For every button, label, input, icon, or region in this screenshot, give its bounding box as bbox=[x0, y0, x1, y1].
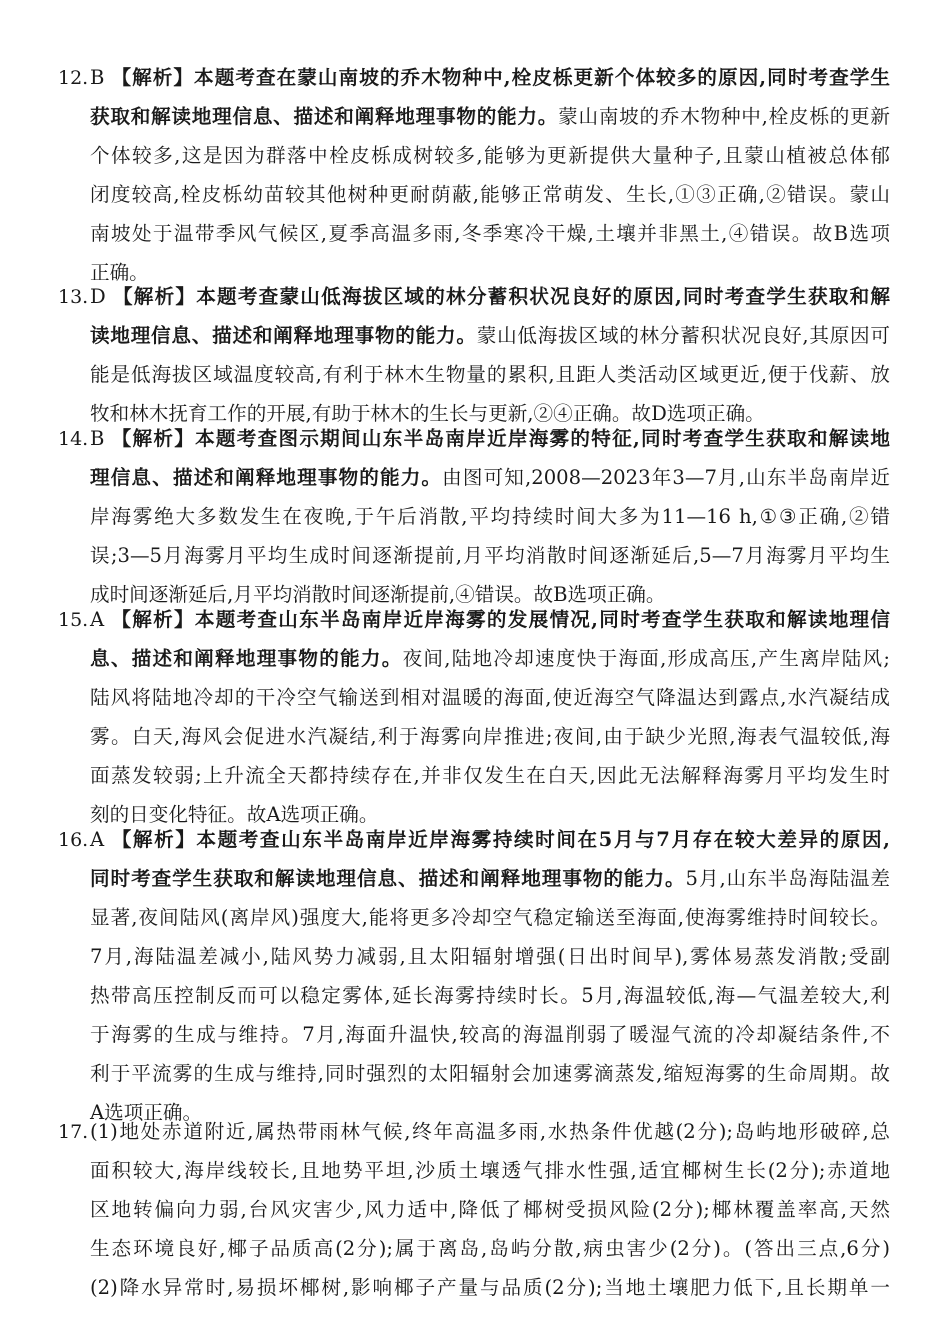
line-text: 误;3—5月海雾月平均生成时间逐渐提前,月平均消散时间逐渐延后,5—7月海雾月平均生 bbox=[90, 544, 890, 567]
item-13-line-1 bbox=[58, 277, 890, 316]
item-16-line-3 bbox=[58, 898, 890, 937]
item-12-line-5 bbox=[58, 214, 890, 253]
item-15-line-4 bbox=[58, 717, 890, 756]
line-bold-text: 同时考查学生获取和解读地理信息、描述和阐释地理事物的能力。 bbox=[90, 867, 686, 890]
item-13-line-3 bbox=[58, 355, 890, 394]
item-number: 15. bbox=[58, 609, 89, 631]
item-16-line-2 bbox=[58, 859, 890, 898]
line-text: 南坡处于温带季风气候区,夏季高温多雨,冬季寒冷干燥,土壤并非黑土,④错误。故B选项 bbox=[90, 222, 890, 245]
item-number: 16. bbox=[58, 829, 89, 851]
line-text: 陆风将陆地冷却的干冷空气输送到相对温暖的海面,使近海空气降温达到露点,水汽凝结成 bbox=[90, 686, 890, 709]
item-number: 13. bbox=[58, 286, 89, 308]
item-16-line-5 bbox=[58, 976, 890, 1015]
item-17-line-2 bbox=[58, 1151, 890, 1190]
item-answer: A bbox=[90, 828, 105, 851]
item-14-line-3 bbox=[58, 497, 890, 536]
analysis-tag: 【解析】 bbox=[110, 828, 197, 851]
answer-item-14 bbox=[58, 419, 890, 614]
line-text: 显著,夜间陆风(离岸风)强度大,能将更多冷却空气稳定输送至海面,使海雾维持时间较长。 bbox=[90, 906, 890, 929]
line-text: (2)降水异常时,易损坏椰树,影响椰子产量与品质(2分);当地土壤肥力低下,且长期单一 bbox=[90, 1276, 890, 1299]
line-text: 个体较多,这是因为群落中栓皮栎成树较多,能够为更新提供大量种子,且蒙山植被总体郁 bbox=[90, 144, 890, 167]
line-text: 7月,海陆温差减小,陆风势力减弱,且太阳辐射增强(日出时间早),雾体易蒸发消散;受副 bbox=[90, 945, 890, 968]
line-text: 成时间逐渐延后,月平均消散时间逐渐提前,④错误。故B选项正确。 bbox=[90, 583, 666, 606]
item-15-line-5 bbox=[58, 756, 890, 795]
item-12-line-1 bbox=[58, 58, 890, 97]
line-text: 闭度较高,栓皮栎幼苗较其他树种更耐荫蔽,能够正常萌发、生长,①③正确,②错误。蒙山 bbox=[90, 183, 890, 206]
answer-item-15 bbox=[58, 600, 890, 834]
line-text: 由图可知,2008—2023年3—7月,山东半岛南岸近 bbox=[442, 466, 890, 489]
item-14-line-1 bbox=[58, 419, 890, 458]
answer-item-12 bbox=[58, 58, 890, 292]
item-14-line-2 bbox=[58, 458, 890, 497]
line-text: 于海雾的生成与维持。7月,海面升温快,较高的海温削弱了暖湿气流的冷却凝结条件,不 bbox=[90, 1023, 890, 1046]
line-bold-text: 获取和解读地理信息、描述和阐释地理事物的能力。 bbox=[90, 105, 559, 128]
line-bold-text: 本题考查山东半岛南岸近岸海雾持续时间在5月与7月存在较大差异的原因, bbox=[196, 828, 890, 851]
item-answer: A bbox=[90, 608, 105, 631]
item-16-line-6 bbox=[58, 1015, 890, 1054]
line-text: 利于平流雾的生成与维持,同时强烈的太阳辐射会加速雾滴蒸发,缩短海雾的生命周期。故 bbox=[90, 1062, 890, 1085]
item-17-line-5 bbox=[58, 1268, 890, 1307]
item-16-line-4 bbox=[58, 937, 890, 976]
analysis-tag: 【解析】 bbox=[110, 66, 195, 89]
line-text: 牧和林木抚育工作的开展,有助于林木的生长与更新,②④正确。故D选项正确。 bbox=[90, 402, 765, 425]
item-number: 17. bbox=[58, 1121, 89, 1143]
analysis-tag: 【解析】 bbox=[110, 427, 196, 450]
line-text: 能是低海拔区域温度较高,有利于林木生物量的累积,且距人类活动区域更近,便于伐薪、放 bbox=[90, 363, 890, 386]
item-14-line-4 bbox=[58, 536, 890, 575]
item-15-line-3 bbox=[58, 678, 890, 717]
line-bold-text: 读地理信息、描述和阐释地理事物的能力。 bbox=[90, 324, 477, 347]
answer-item-17 bbox=[58, 1112, 890, 1307]
item-answer: B bbox=[90, 66, 105, 89]
line-text: 蒙山南坡的乔木物种中,栓皮栎的更新 bbox=[558, 105, 890, 128]
line-text: 5月,山东半岛海陆温差 bbox=[685, 867, 890, 890]
item-12-line-2 bbox=[58, 97, 890, 136]
line-bold-text: 本题考查在蒙山南坡的乔木物种中,栓皮栎更新个体较多的原因,同时考查学生 bbox=[194, 66, 890, 89]
item-12-line-3 bbox=[58, 136, 890, 175]
line-bold-text: 本题考查山东半岛南岸近岸海雾的发展情况,同时考查学生获取和解读地理信 bbox=[194, 608, 890, 631]
analysis-tag: 【解析】 bbox=[111, 285, 197, 308]
line-text: 刻的日变化特征。故A选项正确。 bbox=[90, 803, 379, 826]
line-text: 正确。 bbox=[90, 261, 149, 284]
line-text: 夜间,陆地冷却速度快于海面,形成高压,产生离岸陆风; bbox=[402, 647, 890, 670]
analysis-tag: 【解析】 bbox=[110, 608, 195, 631]
item-16-line-1 bbox=[58, 820, 890, 859]
line-bold-text: 息、描述和阐释地理事物的能力。 bbox=[90, 647, 403, 670]
line-text: 蒙山低海拔区域的林分蓄积状况良好,其原因可 bbox=[476, 324, 890, 347]
item-17-line-1 bbox=[58, 1112, 890, 1151]
item-12-line-4 bbox=[58, 175, 890, 214]
line-text: 岸海雾绝大多数发生在夜晚,于午后消散,平均持续时间大多为11—16 h,①③正确,②错 bbox=[90, 505, 890, 528]
line-text: 面积较大,海岸线较长,且地势平坦,沙质土壤透气排水性强,适宜椰树生长(2分);赤道地 bbox=[90, 1159, 890, 1182]
line-text: 热带高压控制反而可以稳定雾体,延长海雾持续时长。5月,海温较低,海—气温差较大,利 bbox=[90, 984, 890, 1007]
item-17-line-4 bbox=[58, 1229, 890, 1268]
line-text: 区地转偏向力弱,台风灾害少,风力适中,降低了椰树受损风险(2分);椰林覆盖率高,天然 bbox=[90, 1198, 890, 1221]
line-bold-text: 本题考查蒙山低海拔区域的林分蓄积状况良好的原因,同时考查学生获取和解 bbox=[196, 285, 890, 308]
item-number: 12. bbox=[58, 67, 89, 89]
item-15-line-2 bbox=[58, 639, 890, 678]
item-13-line-2 bbox=[58, 316, 890, 355]
answer-item-16 bbox=[58, 820, 890, 1132]
item-15-line-1 bbox=[58, 600, 890, 639]
line-text: 雾。白天,海风会促进水汽凝结,利于海雾向岸推进;夜间,由于缺少光照,海表气温较低,海 bbox=[90, 725, 890, 748]
line-text: 生态环境良好,椰子品质高(2分);属于离岛,岛屿分散,病虫害少(2分)。(答出三点,6分) bbox=[90, 1237, 890, 1260]
item-number: 14. bbox=[58, 428, 89, 450]
item-answer: B bbox=[90, 427, 105, 450]
item-answer: D bbox=[90, 285, 106, 308]
line-bold-text: 理信息、描述和阐释地理事物的能力。 bbox=[90, 466, 443, 489]
line-text: 面蒸发较弱;上升流全天都持续存在,并非仅发生在白天,因此无法解释海雾月平均发生时 bbox=[90, 764, 890, 787]
line-text: (1)地处赤道附近,属热带雨林气候,终年高温多雨,水热条件优越(2分);岛屿地形破碎,总 bbox=[90, 1120, 890, 1143]
line-bold-text: 本题考查图示期间山东半岛南岸近岸海雾的特征,同时考查学生获取和解读地 bbox=[195, 427, 890, 450]
item-16-line-7 bbox=[58, 1054, 890, 1093]
line-text: A选项正确。 bbox=[90, 1101, 203, 1124]
answer-item-13 bbox=[58, 277, 890, 433]
item-17-line-3 bbox=[58, 1190, 890, 1229]
